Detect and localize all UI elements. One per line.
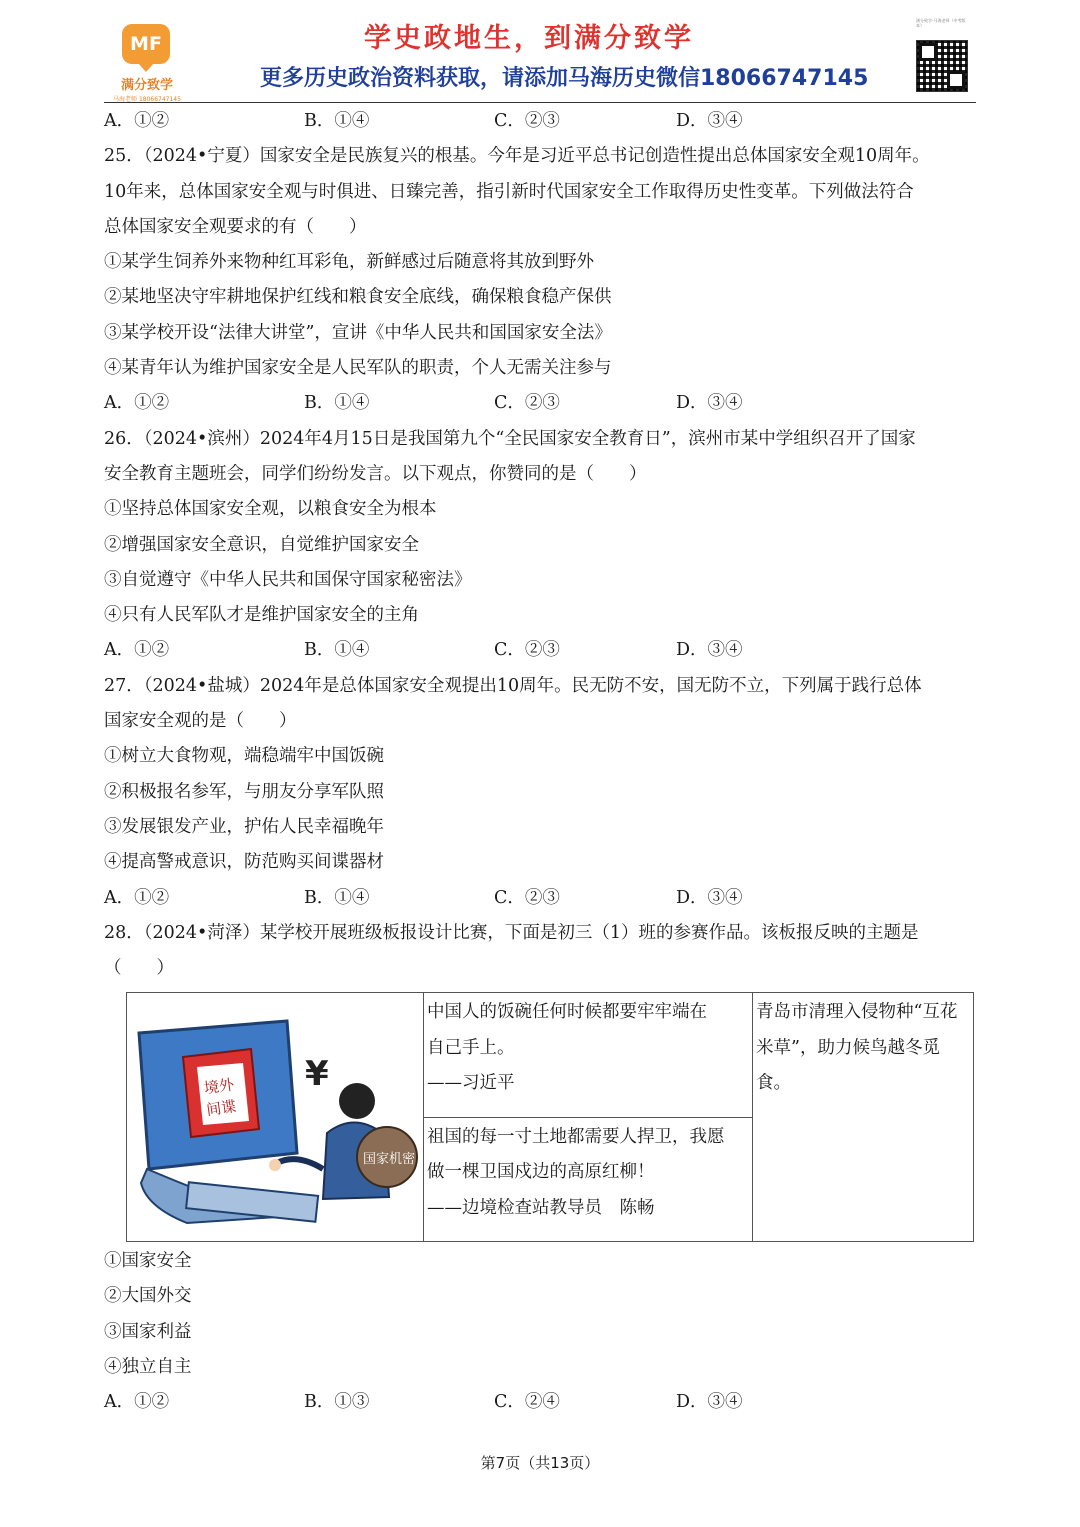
- option-d[interactable]: D．③④: [676, 887, 743, 908]
- logo-mark: MF: [122, 24, 170, 64]
- screen-label: 境外: [202, 1075, 236, 1098]
- statement-item: ④某青年认为维护国家安全是人民军队的职责，个人无需关注参与: [104, 358, 612, 379]
- cartoon-cell: [127, 993, 424, 1242]
- statement-item: ④提高警戒意识，防范购买间谍器材: [104, 852, 384, 873]
- answer-options: [104, 881, 980, 916]
- question-stem: 安全教育主题班会，同学们纷纷发言。以下观点，你赞同的是（ ）: [104, 463, 647, 484]
- option-b[interactable]: B．①④: [304, 640, 370, 661]
- news-text: 青岛市清理入侵物种“互花米草”，助力候鸟越冬觅食。: [756, 1002, 958, 1094]
- statement-item: ③自觉遵守《中华人民共和国保守国家秘密法》: [104, 569, 472, 590]
- option-a[interactable]: A．①②: [104, 640, 170, 661]
- quote-cell-food: [424, 993, 753, 1117]
- currency-label: ¥: [305, 1054, 329, 1095]
- header-slogan: 学史政地生，到满分致学: [364, 23, 694, 54]
- option-b[interactable]: B．①④: [304, 887, 370, 908]
- question-stem: 总体国家安全观要求的有（ ）: [104, 216, 367, 237]
- answer-options: [104, 1385, 980, 1420]
- header-divider: [104, 102, 976, 103]
- question-stem: 27．（2024•盐城）2024年是总体国家安全观提出10周年。民无防不安，国无防不立，下列属于践行总体: [104, 675, 922, 696]
- statement-item: ②某地坚决守牢耕地保护红线和粮食安全底线，确保粮食稳产保供: [104, 287, 612, 308]
- statement-item: ①坚持总体国家安全观，以粮食安全为根本: [104, 499, 437, 520]
- option-a[interactable]: A．①②: [104, 111, 170, 131]
- question-25: [104, 139, 980, 421]
- logo-name: 满分致学: [120, 78, 173, 93]
- question-26: [104, 422, 980, 669]
- header-contact: 更多历史政治资料获取，请添加马海历史微信18066747145: [260, 66, 869, 91]
- quote-text: 中国人的饭碗任何时候都要牢牢端在: [427, 1002, 707, 1023]
- statement-item: ③某学校开设“法律大讲堂”，宣讲《中华人民共和国国家安全法》: [104, 322, 612, 343]
- option-d[interactable]: D．③④: [676, 111, 743, 131]
- statement-item: ④只有人民军队才是维护国家安全的主角: [104, 605, 419, 626]
- option-c[interactable]: C．②③: [494, 640, 560, 661]
- page-header: [104, 14, 976, 102]
- quote-text: 祖国的每一寸土地都需要人捍卫，我愿: [427, 1126, 725, 1147]
- blackboard-table: [126, 992, 974, 1242]
- question-stem: 10年来，总体国家安全观与时俱进、日臻完善，指引新时代国家安全工作取得历史性变革。下列做法符合: [104, 181, 914, 202]
- option-c[interactable]: C．②④: [494, 1392, 560, 1413]
- option-b[interactable]: B．①④: [304, 111, 370, 131]
- question-stem: 28．（2024•菏泽）某学校开展班级板报设计比赛，下面是初三（1）班的参赛作品。该板报反映的主题是: [104, 922, 919, 943]
- statement-item: ③国家利益: [104, 1321, 192, 1342]
- spy-cartoon-image: [127, 993, 423, 1227]
- screen-label: 间谍: [205, 1097, 238, 1120]
- page-number: 第7页（共13页）: [480, 1454, 600, 1472]
- quote-cell-border: [424, 1117, 753, 1241]
- option-a[interactable]: A．①②: [104, 393, 170, 414]
- option-a[interactable]: A．①②: [104, 1392, 170, 1413]
- qr-code-icon: [916, 40, 968, 92]
- question-stem: （ ）: [104, 958, 174, 979]
- statement-item: ②积极报名参军，与朋友分享军队照: [104, 781, 384, 802]
- option-c[interactable]: C．②③: [494, 887, 560, 908]
- statement-item: ②大国外交: [104, 1286, 192, 1307]
- statement-item: ①某学生饲养外来物种红耳彩龟，新鲜感过后随意将其放到野外: [104, 252, 594, 273]
- statement-item: ③发展银发产业，护佑人民幸福晚年: [104, 816, 384, 837]
- option-c[interactable]: C．②③: [494, 393, 560, 414]
- option-b[interactable]: B．①③: [304, 1392, 370, 1413]
- question-stem: 25．（2024•宁夏）国家安全是民族复兴的根基。今年是习近平总书记创造性提出总体国家安全观10周年。: [104, 146, 930, 167]
- answer-options: [104, 104, 980, 139]
- question-stem: 国家安全观的是（ ）: [104, 711, 297, 732]
- logo-subtitle: 马海老师 18066747145: [113, 96, 181, 103]
- option-d[interactable]: D．③④: [676, 393, 743, 414]
- quote-text: 做一棵卫国戍边的高原红柳！: [427, 1162, 655, 1183]
- option-d[interactable]: D．③④: [676, 640, 743, 661]
- quote-text: 自己手上。: [427, 1037, 515, 1058]
- news-cell: [753, 993, 974, 1242]
- statement-item: ②增强国家安全意识，自觉维护国家安全: [104, 534, 419, 555]
- quote-author: ——习近平: [427, 1073, 515, 1094]
- statement-item: ①树立大食物观，端稳端牢中国饭碗: [104, 746, 384, 767]
- question-stem: 26．（2024•滨州）2024年4月15日是我国第九个“全民国家安全教育日”，滨州市某中学组织召开了国家: [104, 428, 916, 449]
- answer-options: [104, 633, 980, 668]
- option-c[interactable]: C．②③: [494, 111, 560, 131]
- question-28: [104, 916, 980, 1421]
- option-d[interactable]: D．③④: [676, 1392, 743, 1413]
- question-content: [104, 104, 980, 1420]
- question-27: [104, 669, 980, 916]
- answer-options: [104, 386, 980, 421]
- quote-author: ——边境检查站教导员 陈畅: [427, 1197, 655, 1218]
- option-b[interactable]: B．①④: [304, 393, 370, 414]
- qr-caption: 满分致学-马海老师（中考版本）: [916, 18, 966, 28]
- option-a[interactable]: A．①②: [104, 887, 170, 908]
- brand-logo: [112, 24, 182, 103]
- bag-label: 国家机密: [363, 1152, 416, 1168]
- statement-item: ④独立自主: [104, 1356, 192, 1377]
- statement-item: ①国家安全: [104, 1250, 192, 1271]
